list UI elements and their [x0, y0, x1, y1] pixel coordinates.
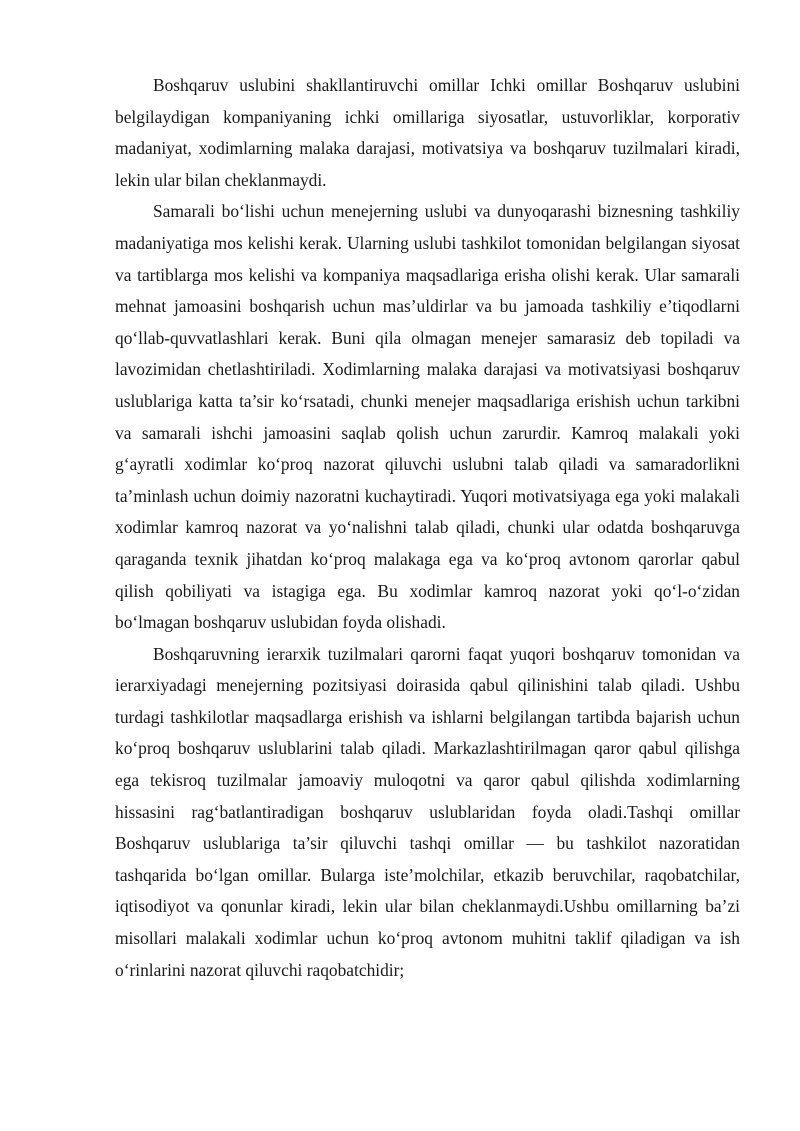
paragraph-internal-factors: Boshqaruv uslubini shakllantiruvchi omillar Ichki omillar Boshqaruv uslubini belgilaydigan kompaniyaning ichki omillariga siyosatlar, ustuvorliklar, korporativ madaniyat, xodimlarning malaka darajasi, motivatsiya va boshqaruv tuzilmalari kiradi, lekin ular bilan cheklanmaydi. — [115, 75, 740, 190]
document-page — [115, 70, 740, 986]
paragraph-manager-style: Samarali bo‘lishi uchun menejerning uslubi va dunyoqarashi biznesning tashkiliy madaniyatiga mos kelishi kerak. Ularning uslubi tashkilot tomonidan belgilangan siyosat va tartiblarga mos kelishi va kompaniya maqsadlariga erisha olishi kerak. Ular samarali mehnat jamoasini boshqarish uchun mas’uldirlar va bu jamoada tashkiliy e’tiqodlarni qo‘llab-quvvatlashlari kerak. Buni qila olmagan menejer samarasiz deb topiladi va lavozimidan chetlashtiriladi. Xodimlarning malaka darajasi va motivatsiyasi boshqaruv uslublariga katta ta’sir ko‘rsatadi, chunki menejer maqsadlariga erishish uchun tarkibni va samarali ishchi jamoasini saqlab qolish uchun zarurdir. Kamroq malakali yoki g‘ayratli xodimlar ko‘proq nazorat qiluvchi uslubni talab qiladi va samaradorlikni ta’minlash uchun doimiy nazoratni kuchaytiradi. Yuqori motivatsiyaga ega yoki malakali xodimlar kamroq nazorat va yo‘nalishni talab qiladi, chunki ular odatda boshqaruvga qaraganda texnik jihatdan ko‘proq malakaga ega va ko‘proq avtonom qarorlar qabul qilish qobiliyati va istagiga ega. Bu xodimlar kamroq nazorat yoki qo‘l-o‘zidan bo‘lmagan boshqaruv uslubidan foyda olishadi. — [115, 201, 740, 633]
paragraph-hierarchical-structures: Boshqaruvning ierarxik tuzilmalari qarorni faqat yuqori boshqaruv tomonidan va ierarxiyadagi menejerning pozitsiyasi doirasida qabul qilinishini talab qiladi. Ushbu turdagi tashkilotlar maqsadlarga erishish va ishlarni belgilangan tartibda bajarish uchun ko‘proq boshqaruv uslublarini talab qiladi. Markazlashtirilmagan qaror qabul qilishga ega tekisroq tuzilmalar jamoaviy muloqotni va qaror qabul qilishda xodimlarning hissasini rag‘batlantiradigan boshqaruv uslublaridan foyda oladi.Tashqi omillar Boshqaruv uslublariga ta’sir qiluvchi tashqi omillar — bu tashkilot nazoratidan tashqarida bo‘lgan omillar. Bularga iste’molchilar, etkazib beruvchilar, raqobatchilar, iqtisodiyot va qonunlar kiradi, lekin ular bilan cheklanmaydi.Ushbu omillarning ba’zi misollari malakali xodimlar uchun ko‘proq avtonom muhitni taklif qiladigan va ish o‘rinlarini nazorat qiluvchi raqobatchidir; — [115, 643, 740, 980]
